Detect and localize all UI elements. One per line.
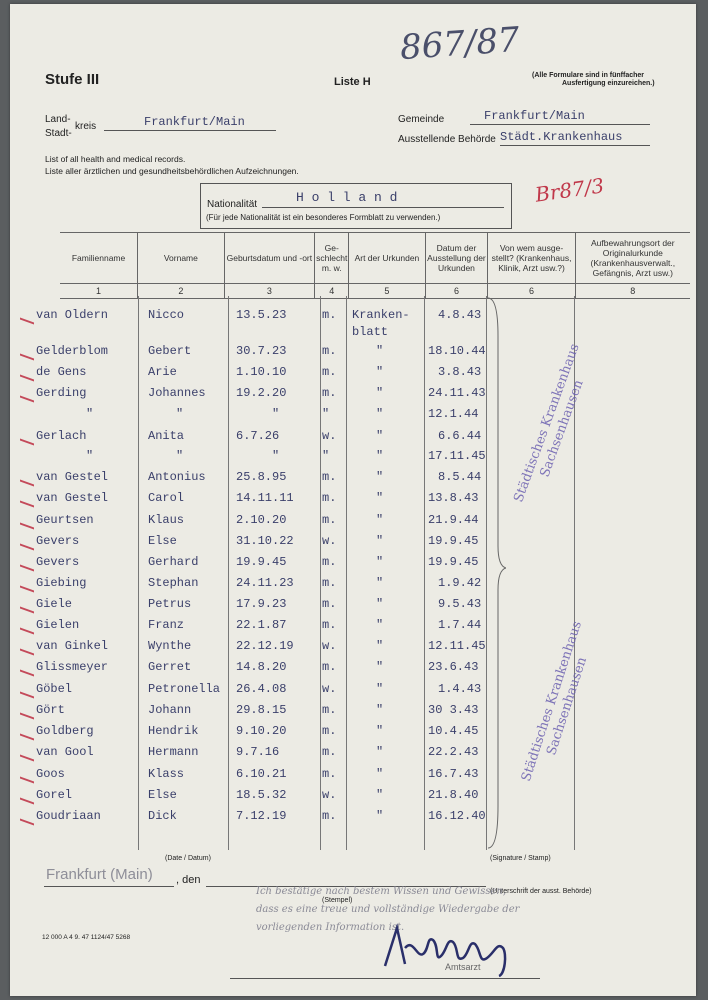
behoerde-underline bbox=[500, 145, 650, 146]
geburtsdatum-cell: 25.8.95 bbox=[236, 470, 287, 484]
geschlecht-cell: w. bbox=[322, 429, 337, 443]
table-row bbox=[0, 682, 708, 700]
certification-line-2: dass es eine treue und vollständige Wiedergabe der bbox=[256, 904, 520, 915]
red-check-mark bbox=[20, 514, 34, 529]
bottom-underline bbox=[230, 978, 540, 979]
nationalitaet-note: (Für jede Nationalität ist ein besonderes Formblatt zu verwenden.) bbox=[206, 213, 441, 222]
date-label: (Date / Datum) bbox=[165, 855, 211, 862]
datum-cell: 21.8.40 bbox=[428, 788, 479, 802]
geschlecht-cell: " bbox=[322, 449, 330, 463]
geschlecht-cell: m. bbox=[322, 618, 337, 632]
red-check-mark bbox=[20, 577, 34, 592]
col-num: 6 bbox=[425, 284, 488, 299]
vorname-cell: Johannes bbox=[148, 386, 206, 400]
table-row bbox=[0, 386, 708, 404]
vorname-cell: Petrus bbox=[148, 597, 192, 611]
red-check-mark bbox=[20, 430, 34, 445]
land-label: Land- bbox=[45, 114, 71, 125]
list-english: List of all health and medical records. bbox=[45, 154, 186, 164]
den-label: , den bbox=[176, 874, 201, 886]
familienname-cell: Gevers bbox=[36, 534, 80, 548]
familienname-cell: Goldberg bbox=[36, 724, 94, 738]
table-row bbox=[0, 639, 708, 657]
geburtsdatum-cell: 6.10.21 bbox=[236, 767, 287, 781]
geburtsdatum-cell: 30.7.23 bbox=[236, 344, 287, 358]
red-check-mark bbox=[20, 471, 34, 486]
table-row bbox=[0, 513, 708, 531]
col-num: 4 bbox=[315, 284, 349, 299]
familienname-cell: Giele bbox=[36, 597, 73, 611]
geburtsdatum-cell: 18.5.32 bbox=[236, 788, 287, 802]
familienname-cell: Göbel bbox=[36, 682, 73, 696]
hospital-stamp: Städtisches Krankenhaus Sachsenhausen bbox=[518, 619, 591, 784]
vorname-cell: Wynthe bbox=[148, 639, 192, 653]
geschlecht-cell: m. bbox=[322, 703, 337, 717]
familienname-cell: van Oldern bbox=[36, 308, 109, 322]
datum-cell: 1.7.44 bbox=[438, 618, 482, 632]
datum-cell: 22.2.43 bbox=[428, 745, 479, 759]
datum-cell: 3.8.43 bbox=[438, 365, 482, 379]
datum-cell: 21.9.44 bbox=[428, 513, 479, 527]
art-cell: " bbox=[376, 513, 384, 527]
datum-cell: 1.4.43 bbox=[438, 682, 482, 696]
geschlecht-cell: m. bbox=[322, 555, 337, 569]
col-datum: Datum der Ausstellung der Urkunden bbox=[425, 233, 488, 284]
red-check-mark bbox=[20, 683, 34, 698]
geburtsdatum-cell: 17.9.23 bbox=[236, 597, 287, 611]
red-check-mark bbox=[20, 366, 34, 381]
geschlecht-cell: m. bbox=[322, 576, 337, 590]
table-row bbox=[0, 660, 708, 678]
geburtsdatum-cell: 1.10.10 bbox=[236, 365, 287, 379]
table-row bbox=[0, 767, 708, 785]
datum-cell: 30 3.43 bbox=[428, 703, 479, 717]
familienname-cell: Gevers bbox=[36, 555, 80, 569]
gemeinde-underline bbox=[470, 124, 650, 125]
geschlecht-cell: w. bbox=[322, 534, 337, 548]
datum-cell: 24.11.43 bbox=[428, 386, 486, 400]
red-check-mark bbox=[20, 768, 34, 783]
geburtsdatum-cell: 2.10.20 bbox=[236, 513, 287, 527]
art-cell: " bbox=[376, 660, 384, 674]
nationalitaet-label: Nationalität bbox=[207, 199, 258, 210]
table-row bbox=[0, 576, 708, 594]
familienname-cell: Gört bbox=[36, 703, 65, 717]
vorname-cell: Klass bbox=[148, 767, 185, 781]
familienname-cell: " bbox=[86, 407, 94, 421]
col-aufbewahrung: Aufbewahrungsort der Originalurkunde (Krankenhausverwalt., Gefängnis, Arzt usw.) bbox=[575, 233, 690, 284]
vorname-cell: Johann bbox=[148, 703, 192, 717]
art-cell: " bbox=[376, 597, 384, 611]
red-handwritten-note: Br87/3 bbox=[533, 173, 606, 207]
familienname-cell: " bbox=[86, 449, 94, 463]
vorname-cell: Anita bbox=[148, 429, 185, 443]
geburtsdatum-cell: 31.10.22 bbox=[236, 534, 294, 548]
table-row bbox=[0, 788, 708, 806]
table-row bbox=[0, 407, 708, 425]
art-cell: " bbox=[376, 449, 384, 463]
print-code: 12 000 A 4 9. 47 1124/47 5268 bbox=[42, 934, 131, 941]
table-row bbox=[0, 429, 708, 447]
handwritten-number: 867/87 bbox=[398, 19, 521, 69]
geburtsdatum-cell: 19.9.45 bbox=[236, 555, 287, 569]
col-art: Art der Urkunden bbox=[349, 233, 425, 284]
red-check-mark bbox=[20, 309, 34, 324]
col-num: 5 bbox=[349, 284, 425, 299]
vorname-cell: Else bbox=[148, 788, 177, 802]
familienname-cell: Giebing bbox=[36, 576, 87, 590]
vorname-cell: " bbox=[176, 449, 184, 463]
geschlecht-cell: m. bbox=[322, 724, 337, 738]
geburtsdatum-cell: " bbox=[272, 449, 280, 463]
table-row bbox=[0, 470, 708, 488]
table-row bbox=[0, 344, 708, 362]
art-cell: " bbox=[376, 429, 384, 443]
geburtsdatum-cell: 9.7.16 bbox=[236, 745, 280, 759]
familienname-cell: van Gestel bbox=[36, 491, 109, 505]
familienname-cell: Geurtsen bbox=[36, 513, 94, 527]
red-check-mark bbox=[20, 598, 34, 613]
datum-cell: 19.9.45 bbox=[428, 555, 479, 569]
stufe-label: Stufe III bbox=[45, 71, 100, 88]
datum-cell: 12.1.44 bbox=[428, 407, 479, 421]
red-check-mark bbox=[20, 789, 34, 804]
art-cell: " bbox=[376, 555, 384, 569]
col-num: 6 bbox=[488, 284, 575, 299]
geschlecht-cell: m. bbox=[322, 308, 337, 322]
art-cell: " bbox=[376, 491, 384, 505]
table-row bbox=[0, 555, 708, 573]
geburtsdatum-cell: 22.1.87 bbox=[236, 618, 287, 632]
vorname-cell: Klaus bbox=[148, 513, 185, 527]
vorname-cell: Gebert bbox=[148, 344, 192, 358]
red-check-mark bbox=[20, 661, 34, 676]
art-cell: " bbox=[376, 682, 384, 696]
art-cell: " bbox=[376, 365, 384, 379]
kreis-value: Frankfurt/Main bbox=[144, 115, 245, 129]
vorname-cell: Arie bbox=[148, 365, 177, 379]
red-check-mark bbox=[20, 345, 34, 360]
table-row bbox=[0, 365, 708, 383]
formular-note-1: (Alle Formulare sind in fünffacher bbox=[532, 72, 645, 79]
table-row bbox=[0, 534, 708, 552]
geschlecht-cell: m. bbox=[322, 745, 337, 759]
table-row bbox=[0, 597, 708, 615]
vorname-cell: Stephan bbox=[148, 576, 199, 590]
datum-cell: 6.6.44 bbox=[438, 429, 482, 443]
red-check-mark bbox=[20, 640, 34, 655]
vorname-cell: Antonius bbox=[148, 470, 206, 484]
table-row bbox=[0, 745, 708, 763]
geschlecht-cell: m. bbox=[322, 470, 337, 484]
red-check-mark bbox=[20, 535, 34, 550]
place-text: Frankfurt (Main) bbox=[46, 866, 153, 883]
familienname-cell: Goos bbox=[36, 767, 65, 781]
art-cell: " bbox=[376, 618, 384, 632]
table-row bbox=[0, 724, 708, 742]
formular-note-2: Ausfertigung einzureichen.) bbox=[562, 80, 655, 87]
red-check-mark bbox=[20, 746, 34, 761]
place-underline bbox=[44, 886, 174, 887]
geschlecht-cell: m. bbox=[322, 660, 337, 674]
art-cell: blatt bbox=[352, 325, 389, 339]
kreis-underline bbox=[104, 130, 276, 131]
col-familienname: Familienname bbox=[60, 233, 138, 284]
red-check-mark bbox=[20, 619, 34, 634]
geschlecht-cell: m. bbox=[322, 491, 337, 505]
geburtsdatum-cell: 14.8.20 bbox=[236, 660, 287, 674]
geburtsdatum-cell: 7.12.19 bbox=[236, 809, 287, 823]
familienname-cell: Gorel bbox=[36, 788, 73, 802]
col-geschlecht: Ge-schlecht m. w. bbox=[315, 233, 349, 284]
col-vorname: Vorname bbox=[138, 233, 224, 284]
familienname-cell: Gelderblom bbox=[36, 344, 109, 358]
geburtsdatum-cell: 13.5.23 bbox=[236, 308, 287, 322]
table-row bbox=[0, 308, 708, 326]
geburtsdatum-cell: 6.7.26 bbox=[236, 429, 280, 443]
geburtsdatum-cell: 9.10.20 bbox=[236, 724, 287, 738]
art-cell: " bbox=[376, 724, 384, 738]
geschlecht-cell: m. bbox=[322, 809, 337, 823]
red-check-mark bbox=[20, 810, 34, 825]
table-row bbox=[0, 325, 708, 343]
list-german: Liste aller ärztlichen und gesundheitsbehördlichen Aufzeichnungen. bbox=[45, 166, 299, 176]
datum-cell: 1.9.42 bbox=[438, 576, 482, 590]
vorname-cell: Gerhard bbox=[148, 555, 199, 569]
certification-line-1: Ich bestätige nach bestem Wissen und Gewissen, bbox=[256, 886, 507, 897]
geschlecht-cell: m. bbox=[322, 344, 337, 358]
familienname-cell: Gerlach bbox=[36, 429, 87, 443]
datum-cell: 16.7.43 bbox=[428, 767, 479, 781]
kreis-label: kreis bbox=[75, 121, 97, 132]
handwritten-signature bbox=[375, 918, 535, 987]
red-check-mark bbox=[20, 704, 34, 719]
datum-cell: 4.8.43 bbox=[438, 308, 482, 322]
datum-cell: 19.9.45 bbox=[428, 534, 479, 548]
red-check-mark bbox=[20, 492, 34, 507]
geschlecht-cell: m. bbox=[322, 386, 337, 400]
datum-cell: 10.4.45 bbox=[428, 724, 479, 738]
familienname-cell: de Gens bbox=[36, 365, 87, 379]
red-check-mark bbox=[20, 725, 34, 740]
col-num: 8 bbox=[575, 284, 690, 299]
geschlecht-cell: m. bbox=[322, 513, 337, 527]
vorname-cell: Franz bbox=[148, 618, 185, 632]
art-cell: Kranken- bbox=[352, 308, 410, 322]
datum-cell: 23.6.43 bbox=[428, 660, 479, 674]
hospital-stamp: Städtisches Krankenhaus Sachsenhausen bbox=[511, 341, 587, 505]
vorname-cell: " bbox=[176, 407, 184, 421]
geschlecht-cell: m. bbox=[322, 365, 337, 379]
geschlecht-cell: w. bbox=[322, 682, 337, 696]
datum-cell: 16.12.40 bbox=[428, 809, 486, 823]
art-cell: " bbox=[376, 344, 384, 358]
amtsarzt-label: Amtsarzt bbox=[445, 962, 481, 972]
table-row bbox=[0, 449, 708, 467]
col-geburtsdatum: Geburtsdatum und -ort bbox=[224, 233, 315, 284]
vorname-cell: Nicco bbox=[148, 308, 185, 322]
table-row bbox=[0, 703, 708, 721]
datum-cell: 9.5.43 bbox=[438, 597, 482, 611]
geburtsdatum-cell: 14.11.11 bbox=[236, 491, 294, 505]
familienname-cell: van Ginkel bbox=[36, 639, 109, 653]
geschlecht-cell: " bbox=[322, 407, 330, 421]
col-aussteller: Von wem ausge-stellt? (Krankenhaus, Klinik, Arzt usw.?) bbox=[488, 233, 575, 284]
geburtsdatum-cell: 29.8.15 bbox=[236, 703, 287, 717]
geburtsdatum-cell: 26.4.08 bbox=[236, 682, 287, 696]
art-cell: " bbox=[376, 639, 384, 653]
certification-line-3: vorliegenden Information ist. bbox=[256, 922, 405, 933]
familienname-cell: Glissmeyer bbox=[36, 660, 109, 674]
datum-cell: 18.10.44 bbox=[428, 344, 486, 358]
stadt-label: Stadt- bbox=[45, 128, 72, 139]
signature-label: (Signature / Stamp) bbox=[490, 855, 551, 862]
records-table-header bbox=[60, 232, 690, 299]
geschlecht-cell: m. bbox=[322, 597, 337, 611]
geburtsdatum-cell: 22.12.19 bbox=[236, 639, 294, 653]
art-cell: " bbox=[376, 809, 384, 823]
familienname-cell: van Gool bbox=[36, 745, 94, 759]
familienname-cell: Gerding bbox=[36, 386, 87, 400]
datum-cell: 17.11.45 bbox=[428, 449, 486, 463]
geschlecht-cell: m. bbox=[322, 767, 337, 781]
vorname-cell: Else bbox=[148, 534, 177, 548]
datum-cell: 12.11.45 bbox=[428, 639, 486, 653]
nationalitaet-value: H o l l a n d bbox=[296, 190, 398, 205]
table-row bbox=[0, 491, 708, 509]
art-cell: " bbox=[376, 386, 384, 400]
art-cell: " bbox=[376, 788, 384, 802]
datum-cell: 8.5.44 bbox=[438, 470, 482, 484]
behoerde-label: Ausstellende Behörde bbox=[398, 134, 496, 145]
familienname-cell: van Gestel bbox=[36, 470, 109, 484]
geburtsdatum-cell: " bbox=[272, 407, 280, 421]
art-cell: " bbox=[376, 576, 384, 590]
gemeinde-label: Gemeinde bbox=[398, 114, 445, 125]
unterschrift-label: (Unterschrift der ausst. Behörde) bbox=[490, 888, 592, 895]
vorname-cell: Hendrik bbox=[148, 724, 199, 738]
familienname-cell: Gielen bbox=[36, 618, 80, 632]
vorname-cell: Hermann bbox=[148, 745, 199, 759]
vorname-cell: Dick bbox=[148, 809, 177, 823]
red-check-mark bbox=[20, 556, 34, 571]
table-row bbox=[0, 809, 708, 827]
gemeinde-value: Frankfurt/Main bbox=[484, 109, 585, 123]
geschlecht-cell: w. bbox=[322, 639, 337, 653]
col-num: 1 bbox=[60, 284, 138, 299]
stempel-label: (Stempel) bbox=[322, 897, 353, 904]
art-cell: " bbox=[376, 407, 384, 421]
col-num: 3 bbox=[224, 284, 315, 299]
vorname-cell: Gerret bbox=[148, 660, 192, 674]
art-cell: " bbox=[376, 703, 384, 717]
datum-cell: 13.8.43 bbox=[428, 491, 479, 505]
vorname-cell: Carol bbox=[148, 491, 185, 505]
art-cell: " bbox=[376, 470, 384, 484]
nationalitaet-underline bbox=[262, 207, 504, 208]
geburtsdatum-cell: 24.11.23 bbox=[236, 576, 294, 590]
liste-label: Liste H bbox=[334, 76, 371, 88]
red-check-mark bbox=[20, 387, 34, 402]
familienname-cell: Goudriaan bbox=[36, 809, 101, 823]
art-cell: " bbox=[376, 745, 384, 759]
art-cell: " bbox=[376, 767, 384, 781]
art-cell: " bbox=[376, 534, 384, 548]
vorname-cell: Petronella bbox=[148, 682, 221, 696]
col-num: 2 bbox=[138, 284, 224, 299]
behoerde-value: Städt.Krankenhaus bbox=[500, 130, 623, 144]
geschlecht-cell: w. bbox=[322, 788, 337, 802]
geburtsdatum-cell: 19.2.20 bbox=[236, 386, 287, 400]
